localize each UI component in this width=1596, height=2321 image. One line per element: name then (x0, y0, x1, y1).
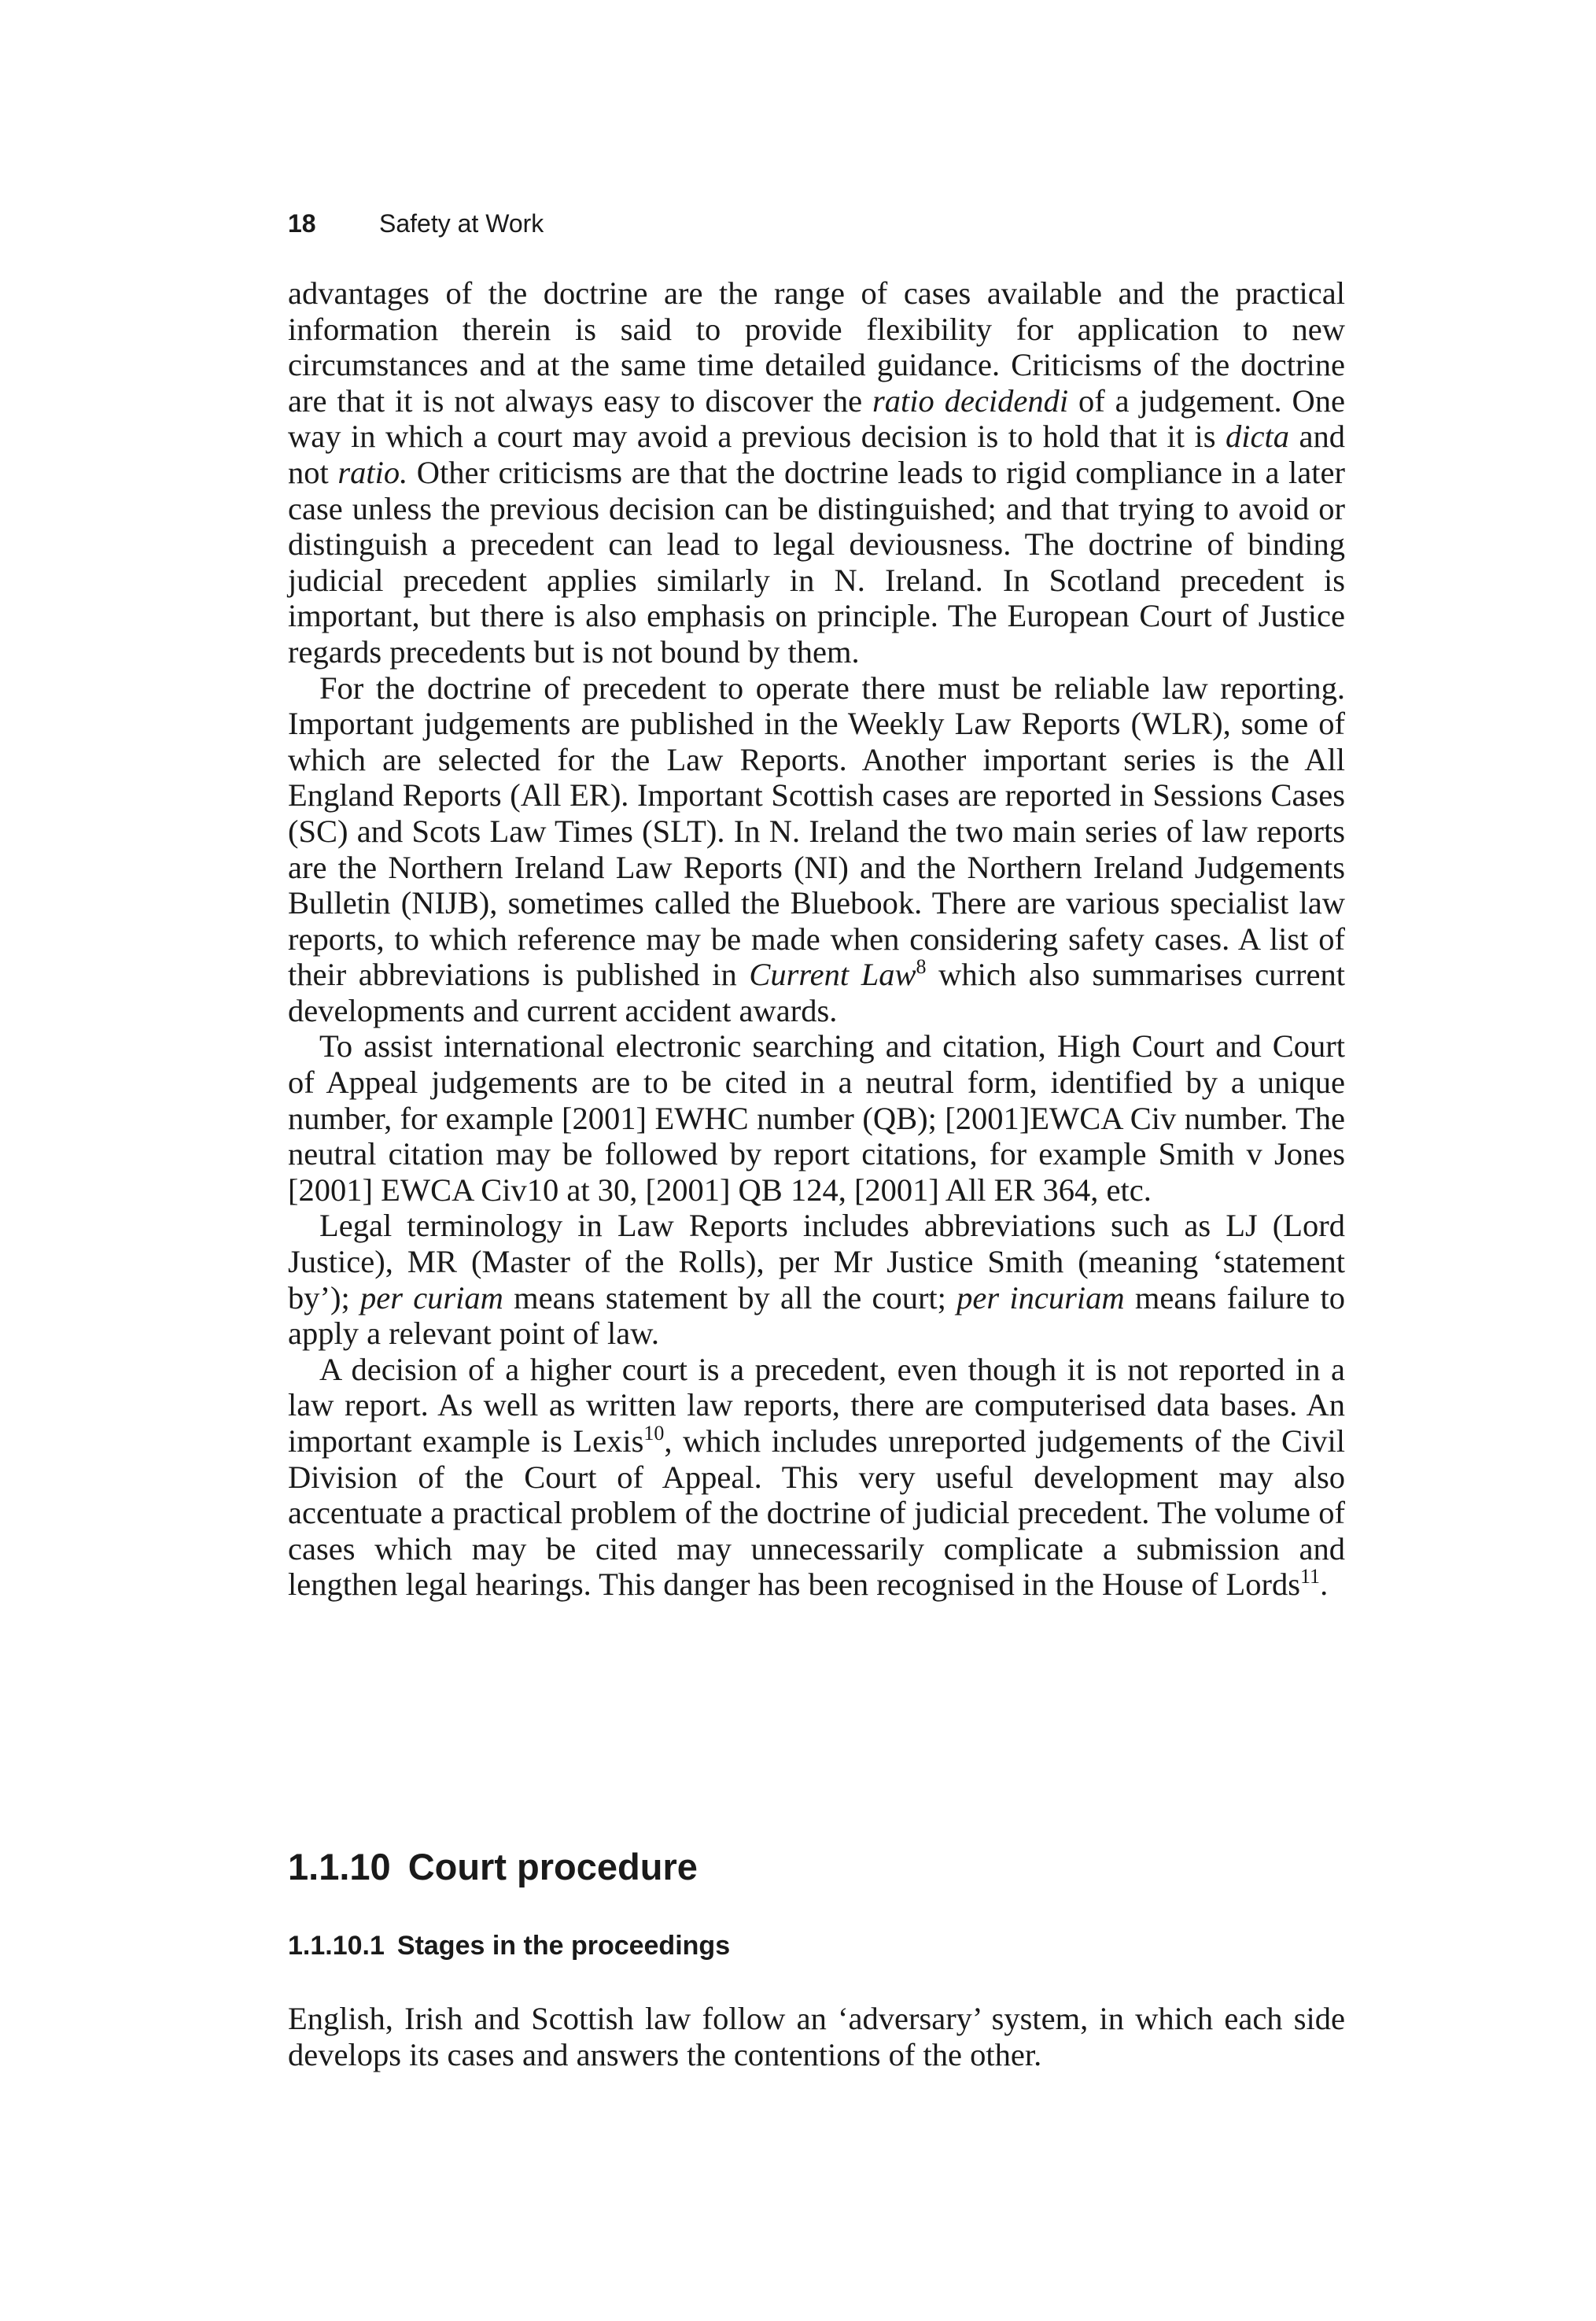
section-heading (288, 1845, 698, 1889)
subsection-title: Stages in the proceedings (396, 1931, 731, 1961)
subsection-heading (288, 1929, 730, 1962)
subsection-number: 1.1.10.1 (288, 1931, 385, 1961)
paragraph-legal-terminology: Legal terminology in Law Reports includes abbreviations such as LJ (Lord Justice), MR (Master of the Rolls), per Mr Justice Smith (meaning ‘statement by’); per curiam means statement by all the court; per incuriam means failure to apply a relevant point of law. (288, 1208, 1345, 1352)
section-title: Court procedure (407, 1846, 698, 1887)
book-title: Safety at Work (379, 209, 544, 238)
running-head (288, 208, 544, 239)
paragraph-higher-court-precedent: A decision of a higher court is a precedent, even though it is not reported in a law report. As well as written law reports, there are computerised data bases. An important example is Lexis$^{10}$, which includes unreported judgements of the Civil Division of the Court of Appeal. This very useful development may also accentuate a practical problem of the doctrine of judicial precedent. The volume of cases which may be cited may unnecessarily complicate a submission and lengthen legal hearings. This danger has been recognised in the House of Lords$^{11}$. (288, 1351, 1345, 1603)
footnote-ref: 11 (1300, 1565, 1321, 1589)
section-number: 1.1.10 (288, 1846, 391, 1887)
page-number: 18 (288, 209, 316, 238)
footnote-ref: 8 (916, 955, 927, 979)
paragraph-adversary-system: English, Irish and Scottish law follow an ‘adversary’ system, in which each side develops its cases and answers the contentions of the other. (288, 2001, 1345, 2072)
body-text (288, 275, 1345, 1603)
paragraph-law-reporting: For the doctrine of precedent to operate there must be reliable law reporting. Important judgements are published in the Weekly Law Reports (WLR), some of which are selected for the Law Reports. Another important series is the All England Reports (All ER). Important Scottish cases are reported in Sessions Cases (SC) and Scots Law Times (SLT). In N. Ireland the two main series of law reports are the Northern Ireland Law Reports (NI) and the Northern Ireland Judgements Bulletin (NIJB), sometimes called the Bluebook. There are various specialist law reports, to which reference may be made when considering safety cases. A list of their abbreviations is published in Current Law$^8$ which also summarises current developments and current accident awards. (288, 670, 1345, 1028)
paragraph-neutral-citation: To assist international electronic searching and citation, High Court and Court of Appeal judgements are to be cited in a neutral form, identified by a unique number, for example [2001] EWHC number (QB); [2001]EWCA Civ number. The neutral citation may be followed by report citations, for example Smith v Jones [2001] EWCA Civ10 at 30, [2001] QB 124, [2001] All ER 364, etc. (288, 1028, 1345, 1208)
paragraph-doctrine-criticisms: advantages of the doctrine are the range of cases available and the practical information therein is said to provide flexibility for application to new circumstances and at the same time detailed guidance. Criticisms of the doctrine are that it is not always easy to discover the ratio decidendi of a judgement. One way in which a court may avoid a previous decision is to hold that it is dicta and not ratio. Other criticisms are that the doctrine leads to rigid compliance in a later case unless the previous decision can be distinguished; and that trying to avoid or distinguish a precedent can lead to legal deviousness. The doctrine of binding judicial precedent applies similarly in N. Ireland. In Scotland precedent is important, but there is also emphasis on principle. The European Court of Justice regards precedents but is not bound by them. (288, 275, 1346, 670)
footnote-ref: 10 (643, 1422, 665, 1445)
